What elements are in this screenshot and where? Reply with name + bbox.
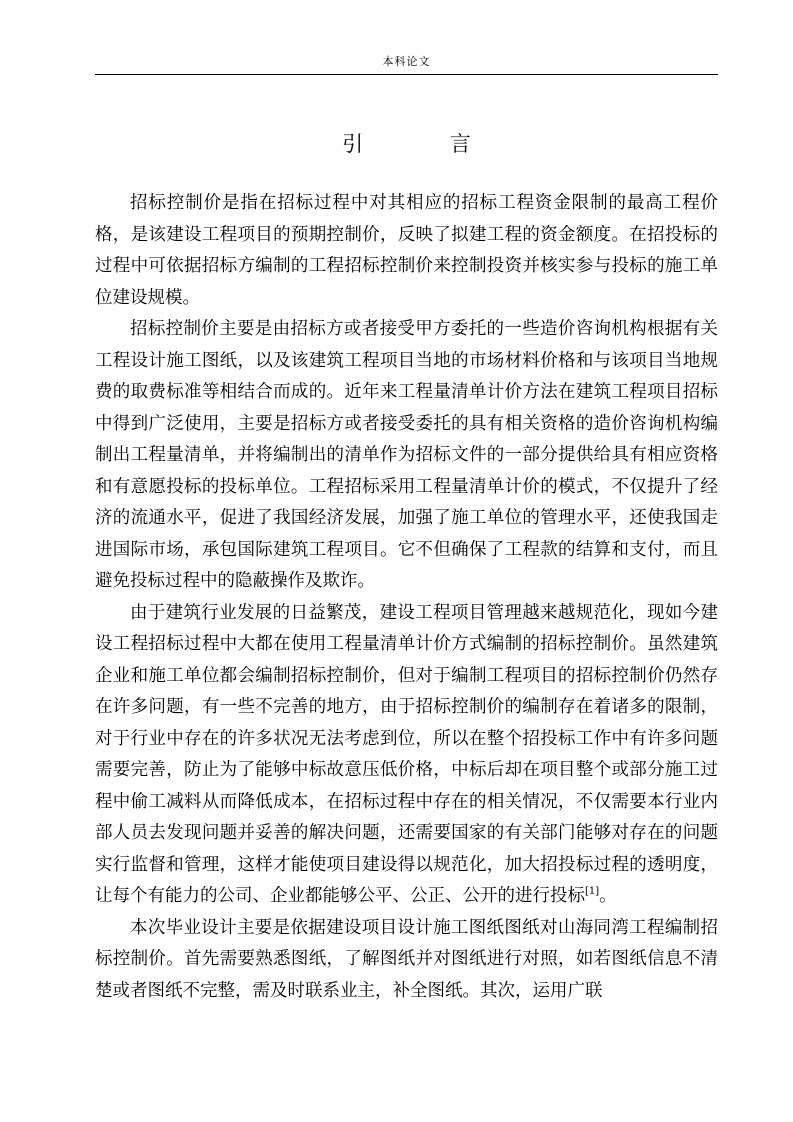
paragraph-1: 招标控制价是指在招标过程中对其相应的招标工程资金限制的最高工程价格，是该建设工程项目的预期控制价，反映了拟建工程的资金额度。在招投标的过程中可依据招标方编制的工程招标控制价来控制投资并核实参与投标的施工单位建设规模。 [95, 193, 718, 308]
paragraph-3 [95, 598, 718, 913]
paragraph-2: 招标控制价主要是由招标方或者接受甲方委托的一些造价咨询机构根据有关工程设计施工图纸，以及该建筑工程项目当地的市场材料价格和与该项目当地规费的取费标准等相结合而成的。近年来工程量清单计价方法在建筑工程项目招标中得到广泛使用，主要是招标方或者接受委托的具有相关资格的造价咨询机构编制出工程量清单，并将编制出的清单作为招标文件的一部分提供给具有相应资格和有意愿投标的投标单位。工程招标采用工程量清单计价的模式，不仅提升了经济的流通水平，促进了我国经济发展，加强了施工单位的管理水平，还使我国走进国际市场，承包国际建筑工程项目。它不但确保了工程款的结算和支付，而且避免投标过程中的隐蔽操作及欺诈。 [95, 319, 718, 591]
paragraph-3-text: 由于建筑行业发展的日益繁茂，建设工程项目管理越来越规范化，现如今建设工程招标过程中大都在使用工程量清单计价方式编制的招标控制价。虽然建筑企业和施工单位都会编制招标控制价，但对于编制工程项目的招标控制价仍然存在许多问题，有一些不完善的地方，由于招标控制价的编制存在着诸多的限制，对于行业中存在的许多状况无法考虑到位，所以在整个招投标工作中有许多问题需要完善，防止为了能够中标故意压低价格，中标后却在项目整个或部分施工过程中偷工减料从而降低成本，在招标过程中存在的相关情况，不仅需要本行业内部人员去发现问题并妥善的解决问题，还需要国家的有关部门能够对存在的问题实行监督和管理，这样才能使项目建设得以规范化，加大招投标过程的透明度，让每个有能力的公司、企业都能够公平、公正、公开的进行投标 [95, 602, 718, 906]
paragraph-3-end: 。 [599, 886, 617, 906]
page-title: 引 言 [342, 132, 511, 156]
header-rule [95, 74, 718, 75]
citation-reference: [1] [585, 886, 600, 897]
body-text [95, 188, 718, 1007]
paragraph-4: 本次毕业设计主要是依据建设项目设计施工图纸图纸对山海同湾工程编制招标控制价。首先需要熟悉图纸，了解图纸并对图纸进行对照，如若图纸信息不清楚或者图纸不完整，需及时联系业主，补全图纸。其次，运用广联 [95, 917, 718, 1001]
running-header: 本科论文 [382, 55, 431, 68]
